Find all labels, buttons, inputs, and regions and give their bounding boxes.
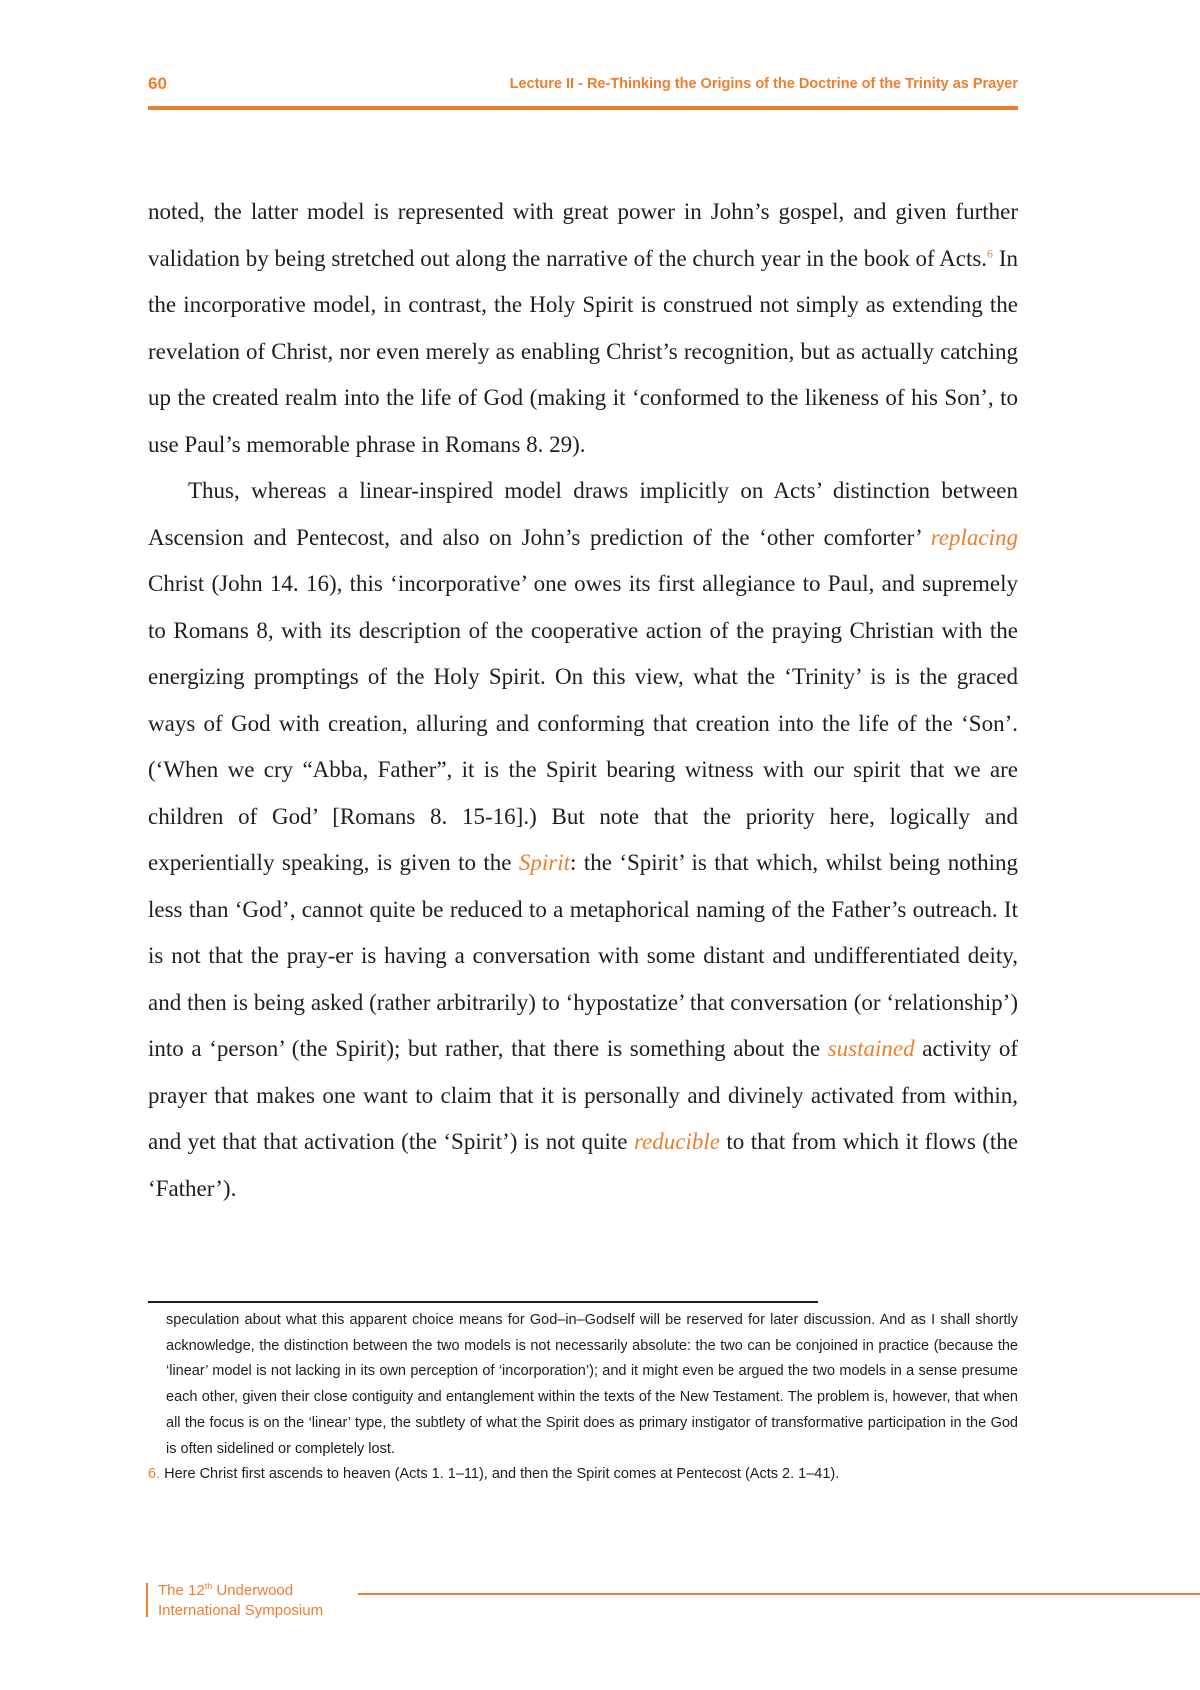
- running-title: Lecture II - Re-Thinking the Origins of the Doctrine of the Trinity as Prayer: [509, 76, 1018, 92]
- emphasis-replacing: replacing: [930, 524, 1018, 550]
- footer-accent-bar: [146, 1583, 148, 1617]
- footer-rule: [358, 1593, 1200, 1595]
- logo-line-2: International Symposium: [158, 1602, 324, 1619]
- main-text: [148, 189, 1018, 1212]
- page-header: [148, 74, 1018, 98]
- emphasis-reducible: reducible: [633, 1129, 720, 1154]
- symposium-logo: [158, 1581, 323, 1621]
- emphasis-spirit: Spirit: [518, 850, 571, 875]
- paragraph-1: noted, the latter model is represented with great power in John’s gospel, and given further validation by being stretched out along the narrative of the church year in the book of Acts.$^6$ In the incorporative model, in contrast, the Holy Spirit is construed not simply as extending the revelation of Christ, nor even merely as enabling Christ’s recognition, but as actually catching up the created realm into the life of God (making it ‘conformed to the likeness of his Son’, to use Paul’s memorable phrase in Romans 8. 29).: [148, 199, 1018, 457]
- footnotes: [148, 1308, 1018, 1488]
- paragraph-2: Thus, whereas a linear-inspired model draws implicitly on Acts’ distinction between Ascension and Pentecost, and also on John’s prediction of the ‘other comforter’ replacing Christ (John 14. 16), this ‘incorporative’ one owes its first allegiance to Paul, and supremely to Romans 8, with its description of the cooperative action of the praying Christian with the energizing promptings of the Holy Spirit. On this view, what the ‘Trinity’ is is the graced ways of God with creation, alluring and conforming that creation into the life of the ‘Son’. (‘When we cry “Abba, Father”, it is the Spirit bearing witness with our spirit that we are children of God’ [Romans 8. 15-16].) But note that the priority here, logically and experientially speaking, is given to the Spirit: the ‘Spirit’ is that which, whilst being nothing less than ‘God’, cannot quite be reduced to a metaphorical naming of the Father’s outreach. It is not that the pray-er is having a conversation with some distant and undifferentiated deity, and then is being asked (rather arbitrarily) to ‘hypostatize’ that conversation (or ‘relationship’) into a ‘person’ (the Spirit); but rather, that there is something about the sustained activity of prayer that makes one want to claim that it is personally and divinely activated from within, and yet that that activation (the ‘Spirit’) is not quite reducible to that from which it flows (the ‘Father’).: [148, 478, 1019, 1201]
- footnote-ref-6[interactable]: 6: [987, 245, 994, 260]
- footnote-6-number: 6.: [148, 1466, 161, 1483]
- footnote-6: [148, 1462, 1018, 1488]
- header-rule: [148, 106, 1018, 110]
- footnote-rule: [148, 1301, 818, 1303]
- footnote-6-text: Here Christ first ascends to heaven (Acts 1. 1–11), and then the Spirit comes at Pentecost (Acts 2. 1–41).: [160, 1466, 840, 1483]
- page-number: 60: [148, 74, 167, 93]
- emphasis-sustained: sustained: [827, 1036, 915, 1061]
- footnote-continuation: speculation about what this apparent choice means for God–in–Godself will be reserved for later discussion. And as I shall shortly acknowledge, the distinction between the two models is not necessarily absolute: the two can be conjoined in practice (because the ‘linear’ model is not lacking in its own perception of ‘incorporation’); and it might even be argued the two models in a sense presume each other, given their close contiguity and entanglement within the texts of the New Testament. The problem is, however, that when all the focus is on the ‘linear’ type, the subtlety of what the Spirit does as primary instigator of transformative participation in the God is often sidelined or completely lost.: [166, 1312, 1018, 1457]
- logo-line-1: The 12th Underwood: [158, 1581, 294, 1599]
